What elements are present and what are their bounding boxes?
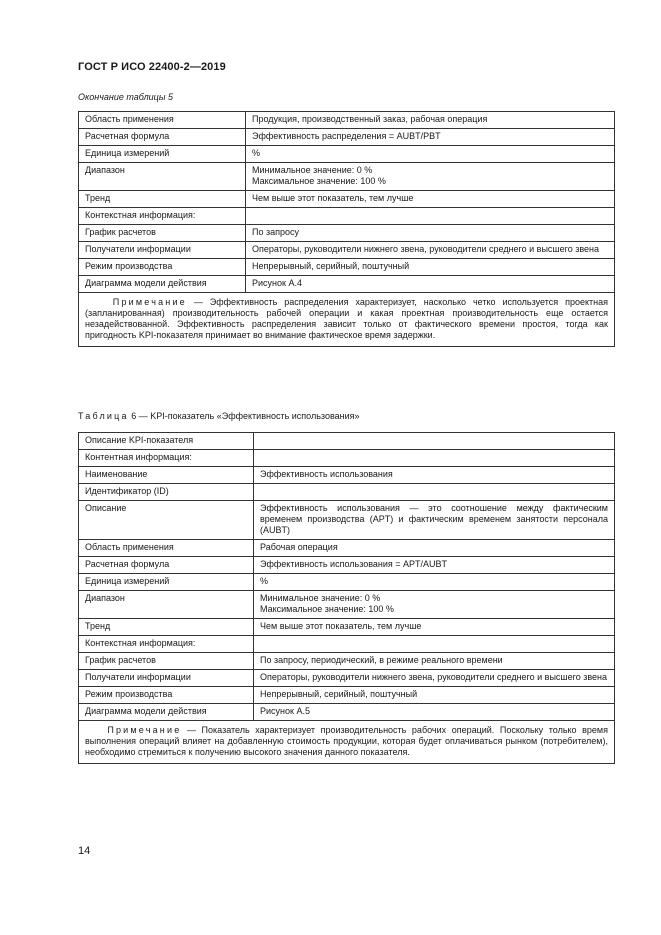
row-value: Эффективность распределения = AUBT/PBT bbox=[246, 129, 615, 146]
row-label: Диаграмма модели действия bbox=[79, 276, 246, 293]
table-row bbox=[79, 276, 615, 293]
row-label: Наименование bbox=[79, 467, 254, 484]
table-row bbox=[79, 242, 615, 259]
table-row bbox=[79, 191, 615, 208]
row-value: Чем выше этот показатель, тем лучше bbox=[246, 191, 615, 208]
note-text: — Эффективность распределения характеризует, насколько четко используется проектная (запланированная) производительность рабочей операции и какая проектная производительность еще остается незадействованной. Эффективность распределения зависит только от фактического времени простоя, тогда как пригодность KPI-показателя принимает во внимание фактическое время задержки. bbox=[85, 297, 608, 340]
row-value bbox=[246, 208, 615, 225]
table-row bbox=[79, 208, 615, 225]
row-label: Режим производства bbox=[79, 259, 246, 276]
row-label: Расчетная формула bbox=[79, 557, 254, 574]
table-row bbox=[79, 574, 615, 591]
table-row bbox=[79, 225, 615, 242]
table-row bbox=[79, 501, 615, 540]
row-label: Диапазон bbox=[79, 591, 254, 619]
row-label: Контентная информация: bbox=[79, 450, 254, 467]
table-row bbox=[79, 540, 615, 557]
row-value bbox=[254, 591, 615, 619]
table-row bbox=[79, 636, 615, 653]
table-row bbox=[79, 163, 615, 191]
table-row bbox=[79, 433, 615, 450]
row-value: Рабочая операция bbox=[254, 540, 615, 557]
row-value bbox=[254, 484, 615, 501]
row-value bbox=[254, 433, 615, 450]
row-value: % bbox=[254, 574, 615, 591]
caption-prefix: Таблица bbox=[78, 411, 129, 421]
table-row bbox=[79, 146, 615, 163]
row-value: По запросу bbox=[246, 225, 615, 242]
row-label: Идентификатор (ID) bbox=[79, 484, 254, 501]
row-label: Тренд bbox=[79, 191, 246, 208]
table-note-row bbox=[79, 293, 615, 347]
row-value: Эффективность использования bbox=[254, 467, 615, 484]
row-label: Диаграмма модели действия bbox=[79, 704, 254, 721]
row-value bbox=[254, 450, 615, 467]
table-row bbox=[79, 484, 615, 501]
table-row bbox=[79, 670, 615, 687]
row-label: Режим производства bbox=[79, 687, 254, 704]
table-5-caption: Окончание таблицы 5 bbox=[78, 92, 173, 102]
row-value: Непрерывный, серийный, поштучный bbox=[254, 687, 615, 704]
table-row bbox=[79, 450, 615, 467]
table-5 bbox=[78, 111, 615, 347]
table-row bbox=[79, 259, 615, 276]
row-value: Рисунок A.4 bbox=[246, 276, 615, 293]
range-max: Максимальное значение: 100 % bbox=[252, 176, 386, 186]
row-label: Контекстная информация: bbox=[79, 208, 246, 225]
row-label: График расчетов bbox=[79, 653, 254, 670]
row-label: Единица измерений bbox=[79, 146, 246, 163]
table-row bbox=[79, 112, 615, 129]
row-value: Операторы, руководители нижнего звена, руководители среднего и высшего звена bbox=[246, 242, 615, 259]
table-row bbox=[79, 467, 615, 484]
row-value: Эффективность использования — это соотношение между фактическим временем производства (APT) и фактическим временем занятости персонала (AUBT) bbox=[254, 501, 615, 540]
page-number: 14 bbox=[78, 845, 91, 857]
row-label: Описание bbox=[79, 501, 254, 540]
table-row bbox=[79, 653, 615, 670]
table-row bbox=[79, 704, 615, 721]
row-value: Эффективность использования = APT/AUBT bbox=[254, 557, 615, 574]
row-label: Тренд bbox=[79, 619, 254, 636]
table-row bbox=[79, 129, 615, 146]
table-row bbox=[79, 687, 615, 704]
row-value: Рисунок A.5 bbox=[254, 704, 615, 721]
row-label: Область применения bbox=[79, 540, 254, 557]
table-row bbox=[79, 619, 615, 636]
row-value: По запросу, периодический, в режиме реального времени bbox=[254, 653, 615, 670]
row-label: Получатели информации bbox=[79, 242, 246, 259]
row-value: Чем выше этот показатель, тем лучше bbox=[254, 619, 615, 636]
row-label: График расчетов bbox=[79, 225, 246, 242]
row-value: % bbox=[246, 146, 615, 163]
row-label: Единица измерений bbox=[79, 574, 254, 591]
table-6 bbox=[78, 432, 615, 764]
range-min: Минимальное значение: 0 % bbox=[252, 165, 373, 175]
row-label: Контекстная информация: bbox=[79, 636, 254, 653]
row-value: Непрерывный, серийный, поштучный bbox=[246, 259, 615, 276]
note-label: Примечание bbox=[112, 297, 187, 307]
row-value: Операторы, руководители нижнего звена, руководители среднего и высшего звена bbox=[254, 670, 615, 687]
row-label: Получатели информации bbox=[79, 670, 254, 687]
row-label: Расчетная формула bbox=[79, 129, 246, 146]
row-label: Область применения bbox=[79, 112, 246, 129]
table-row bbox=[79, 591, 615, 619]
note-text: — Показатель характеризует производительность рабочих операций. Поскольку только время выполнения операций влияет на добавленную стоимость продукции, которая будет оплачиваться рынком (потребителем), необходимо стремиться к получению высокого значения данного показателя. bbox=[85, 725, 608, 757]
row-label: Диапазон bbox=[79, 163, 246, 191]
table-note bbox=[79, 721, 615, 764]
note-label: Примечание bbox=[107, 725, 182, 735]
caption-title: 6 — KPI-показатель «Эффективность использования» bbox=[128, 411, 360, 421]
row-label: Описание KPI-показателя bbox=[79, 433, 254, 450]
table-6-caption bbox=[78, 411, 360, 421]
row-value bbox=[254, 636, 615, 653]
row-value: Продукция, производственный заказ, рабочая операция bbox=[246, 112, 615, 129]
row-value bbox=[246, 163, 615, 191]
range-min: Минимальное значение: 0 % bbox=[260, 593, 381, 603]
table-note-row bbox=[79, 721, 615, 764]
table-note bbox=[79, 293, 615, 347]
range-max: Максимальное значение: 100 % bbox=[260, 604, 394, 614]
table-row bbox=[79, 557, 615, 574]
document-header: ГОСТ Р ИСО 22400-2—2019 bbox=[78, 61, 226, 73]
